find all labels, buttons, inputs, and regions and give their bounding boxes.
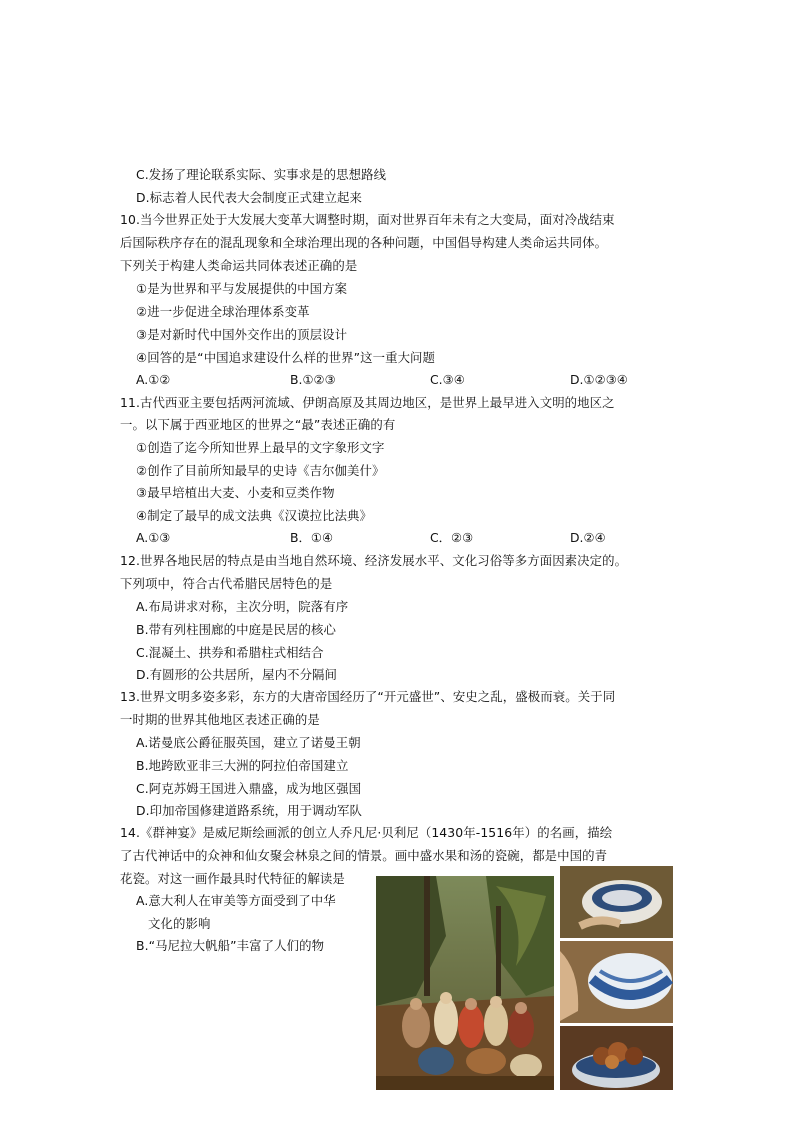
q13-option-b: B.地跨欧亚非三大洲的阿拉伯帝国建立: [136, 758, 349, 773]
q13-stem-line-2: 一时期的世界其他地区表述正确的是: [120, 712, 320, 727]
q11-choice-c: C．②③: [430, 530, 474, 545]
q10-item-1: ①是为世界和平与发展提供的中国方案: [136, 281, 348, 296]
q11-item-2: ②创作了目前所知最早的史诗《吉尔伽美什》: [136, 463, 385, 478]
q10-item-3: ③是对新时代中国外交作出的顶层设计: [136, 327, 348, 342]
q13-option-d: D.印加帝国修建道路系统，用于调动军队: [136, 803, 363, 818]
q11-item-4: ④制定了最早的成文法典《汉谟拉比法典》: [136, 508, 373, 523]
q12-option-a: A.布局讲求对称，主次分明，院落有序: [136, 599, 349, 614]
q11-stem-line-2: 一。以下属于西亚地区的世界之“最”表述正确的有: [120, 417, 396, 432]
q11-choice-d: D.②④: [570, 530, 606, 545]
q10-stem-line-2: 后国际秩序存在的混乱现象和全球治理出现的各种问题，中国倡导构建人类命运共同体。: [120, 235, 608, 250]
feast-of-the-gods-painting: [376, 876, 554, 1090]
porcelain-bowl-detail-top: [560, 866, 673, 938]
q14-stem-line-3: 花瓷。对这一画作最具时代特征的解读是: [120, 871, 345, 886]
q12-option-c: C.混凝土、拱券和希腊柱式相结合: [136, 645, 324, 660]
q10-choice-a: A.①②: [136, 372, 171, 387]
q10-choice-c: C.③④: [430, 372, 465, 387]
q11-item-3: ③最早培植出大麦、小麦和豆类作物: [136, 485, 335, 500]
q11-choice-a: A.①③: [136, 530, 171, 545]
q13-option-a: A.诺曼底公爵征服英国，建立了诺曼王朝: [136, 735, 361, 750]
q11-choice-b: B．①④: [290, 530, 334, 545]
q11-item-1: ①创造了迄今所知世界上最早的文字象形文字: [136, 440, 385, 455]
q10-item-4: ④回答的是“中国追求建设什么样的世界”这一重大问题: [136, 350, 436, 365]
q9-option-d: D.标志着人民代表大会制度正式建立起来: [136, 190, 363, 205]
q14-option-a-line-2: 文化的影响: [148, 916, 211, 931]
q12-stem-line-1: 12.世界各地民居的特点是由当地自然环境、经济发展水平、文化习俗等多方面因素决定的。: [120, 553, 628, 568]
q10-choice-d: D.①②③④: [570, 372, 628, 387]
q11-choices: [0, 527, 794, 549]
q10-stem-line-3: 下列关于构建人类命运共同体表述正确的是: [120, 258, 358, 273]
q10-choice-b: B.①②③: [290, 372, 336, 387]
q14-option-b-line: B.“马尼拉大帆船”丰富了人们的物: [136, 938, 325, 953]
q9-option-c: C.发扬了理论联系实际、实事求是的思想路线: [136, 167, 387, 182]
q12-option-d: D.有圆形的公共居所，屋内不分隔间: [136, 667, 338, 682]
q12-option-b: B.带有列柱围廊的中庭是民居的核心: [136, 622, 336, 637]
q14-stem-line-1: 14.《群神宴》是威尼斯绘画派的创立人乔凡尼·贝利尼（1430年-1516年）的名画，描绘: [120, 825, 613, 840]
q10-choices: [0, 369, 794, 391]
q14-stem-line-2: 了古代神话中的众神和仙女聚会林泉之间的情景。画中盛水果和汤的瓷碗，都是中国的青: [120, 848, 608, 863]
porcelain-bowl-detail-middle: [560, 941, 673, 1023]
q13-option-c: C.阿克苏姆王国进入鼎盛，成为地区强国: [136, 781, 362, 796]
porcelain-bowl-detail-bottom: [560, 1026, 673, 1090]
q13-stem-line-1: 13.世界文明多姿多彩，东方的大唐帝国经历了“开元盛世”、安史之乱，盛极而衰。关于同: [120, 689, 616, 704]
q12-stem-line-2: 下列项中，符合古代希腊民居特色的是: [120, 576, 333, 591]
q10-item-2: ②进一步促进全球治理体系变革: [136, 304, 310, 319]
q14-option-a-line-1: A.意大利人在审美等方面受到了中华: [136, 893, 336, 908]
q11-stem-line-1: 11.古代西亚主要包括两河流域、伊朗高原及其周边地区，是世界上最早进入文明的地区之: [120, 395, 615, 410]
q10-stem-line-1: 10.当今世界正处于大发展大变革大调整时期，面对世界百年未有之大变局，面对冷战结束: [120, 212, 615, 227]
